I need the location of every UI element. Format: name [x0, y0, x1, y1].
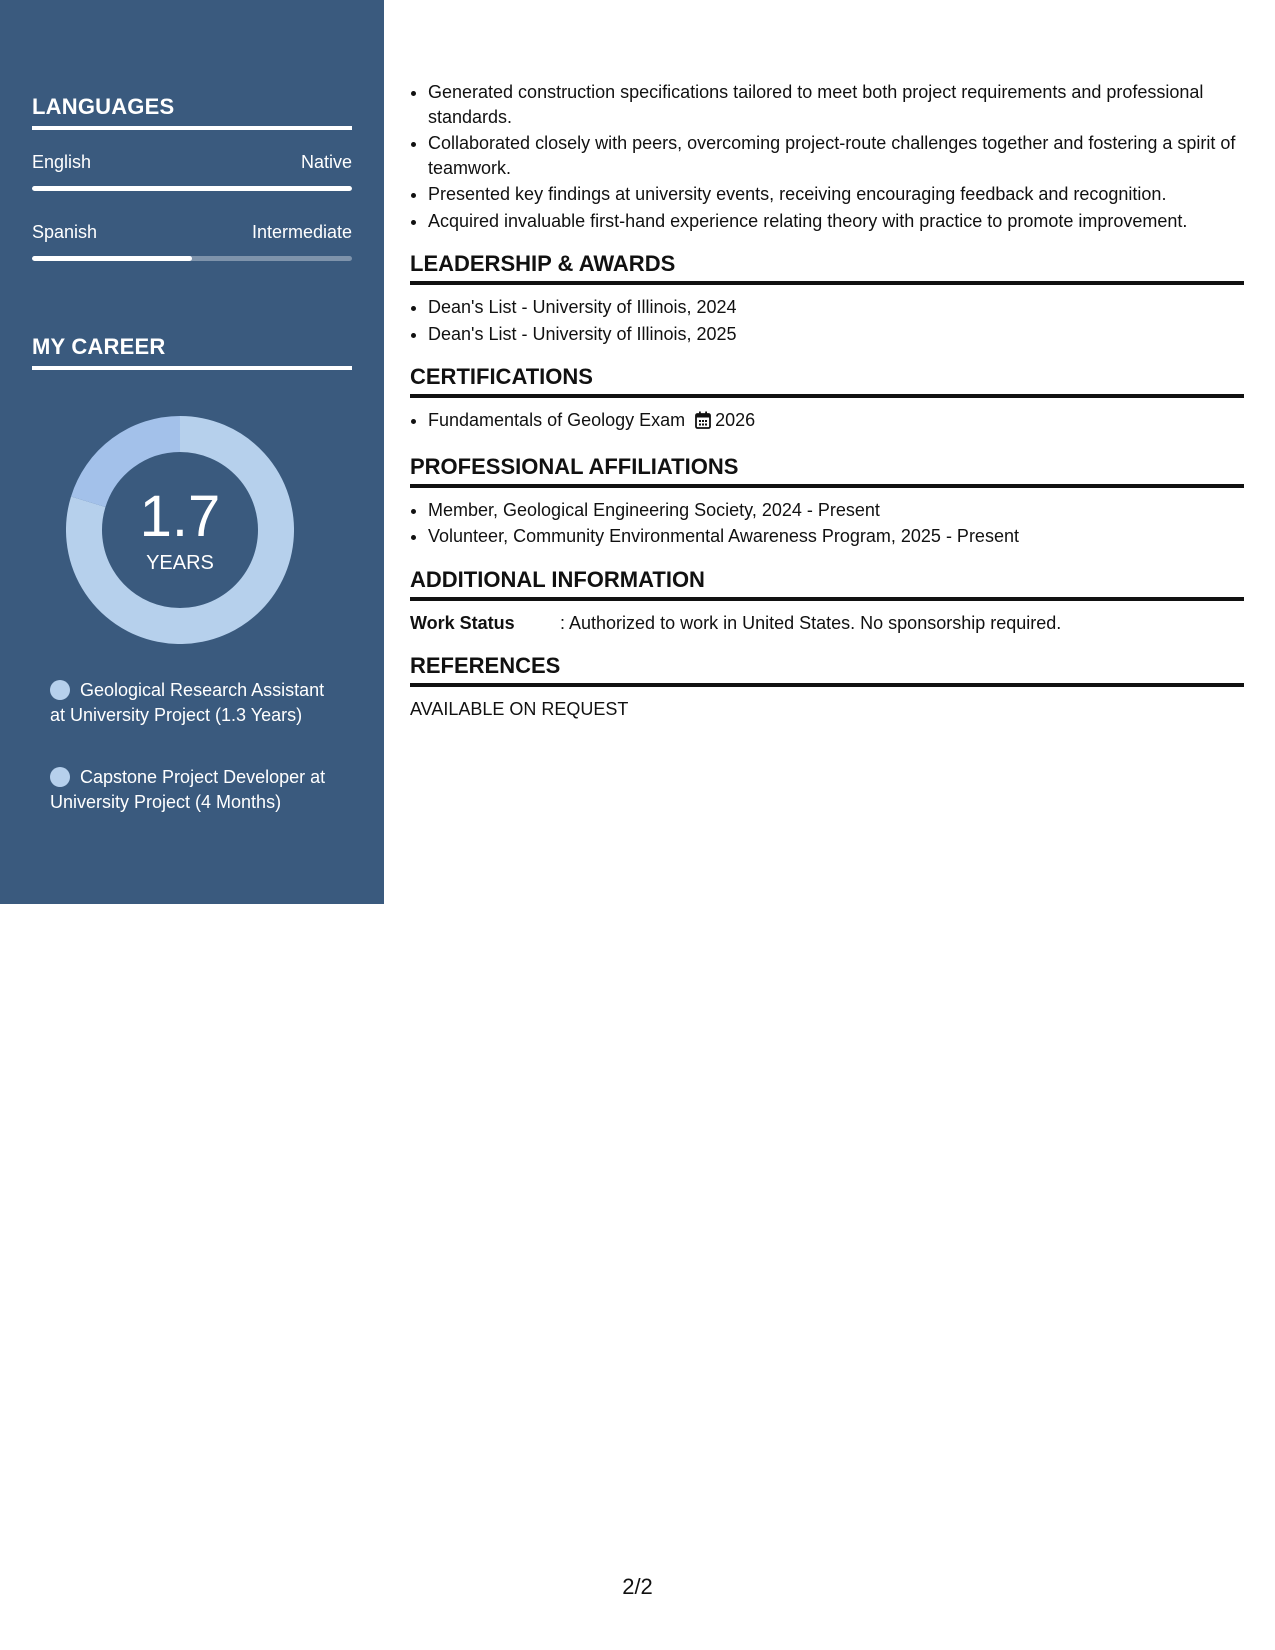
calendar-icon: [695, 411, 711, 436]
career-total-unit: YEARS: [146, 552, 214, 574]
list-item: • Member, Geological Engineering Society, 2024 - Present: [428, 498, 1244, 523]
language-name: Spanish: [32, 222, 98, 242]
list-item: • Generated construction specifications tailored to meet both project requirements and professional standards.: [428, 80, 1244, 129]
list-item: • Volunteer, Community Environmental Awareness Program, 2025 - Present: [428, 524, 1244, 549]
career-legend-item: [50, 678, 330, 728]
career-donut-chart: [66, 416, 294, 644]
donut-center: [66, 416, 294, 644]
experience-bullets: [410, 80, 1244, 233]
languages-heading: LANGUAGES: [32, 94, 352, 130]
languages-section: [32, 94, 352, 242]
language-name: English: [32, 152, 92, 172]
work-status-label: Work Status: [410, 612, 515, 633]
affiliations-heading: PROFESSIONAL AFFILIATIONS: [410, 454, 1244, 488]
certifications-list: [410, 408, 1244, 436]
career-section: [32, 334, 352, 370]
leadership-heading: LEADERSHIP & AWARDS: [410, 251, 1244, 285]
certification-year: 2026: [715, 410, 756, 430]
additional-info-heading: ADDITIONAL INFORMATION: [410, 567, 1244, 601]
career-total-value: 1.7: [139, 484, 221, 549]
list-item: • Dean's List - University of Illinois, 2024: [428, 295, 1244, 320]
leadership-list: [410, 295, 1244, 346]
certifications-heading: CERTIFICATIONS: [410, 364, 1244, 398]
references-text: AVAILABLE ON REQUEST: [410, 698, 629, 719]
work-status-row: [410, 611, 1244, 635]
sidebar: [0, 0, 384, 904]
language-level: Intermediate: [251, 222, 352, 242]
references-heading: REFERENCES: [410, 653, 1244, 687]
page-number: 2/2: [622, 1574, 653, 1599]
career-legend-label: Capstone Project Developer at University Project (4 Months): [50, 767, 326, 812]
certification-item: [428, 408, 1244, 436]
list-item: • Presented key findings at university events, receiving encouraging feedback and recognition.: [428, 182, 1244, 207]
legend-dot-icon: [50, 767, 70, 787]
career-heading: MY CAREER: [32, 334, 352, 370]
language-proficiency-bar: [32, 186, 352, 191]
certification-name: Fundamentals of Geology Exam: [428, 410, 686, 430]
work-status-value: : Authorized to work in United States. No sponsorship required.: [560, 612, 1062, 633]
language-level: Native: [300, 152, 352, 172]
language-proficiency-bar: [32, 256, 352, 261]
language-proficiency-fill: [32, 186, 352, 191]
legend-dot-icon: [50, 680, 70, 700]
list-item: • Collaborated closely with peers, overcoming project-route challenges together and fostering a spirit of teamwork.: [428, 131, 1244, 180]
affiliations-list: [410, 498, 1244, 549]
language-proficiency-fill: [32, 256, 192, 261]
career-legend-item: [50, 765, 330, 815]
main-content: [410, 80, 1244, 721]
career-legend-label: Geological Research Assistant at University Project (1.3 Years): [50, 680, 325, 725]
list-item: • Acquired invaluable first-hand experience relating theory with practice to promote improvement.: [428, 209, 1244, 234]
list-item: • Dean's List - University of Illinois, 2025: [428, 322, 1244, 347]
